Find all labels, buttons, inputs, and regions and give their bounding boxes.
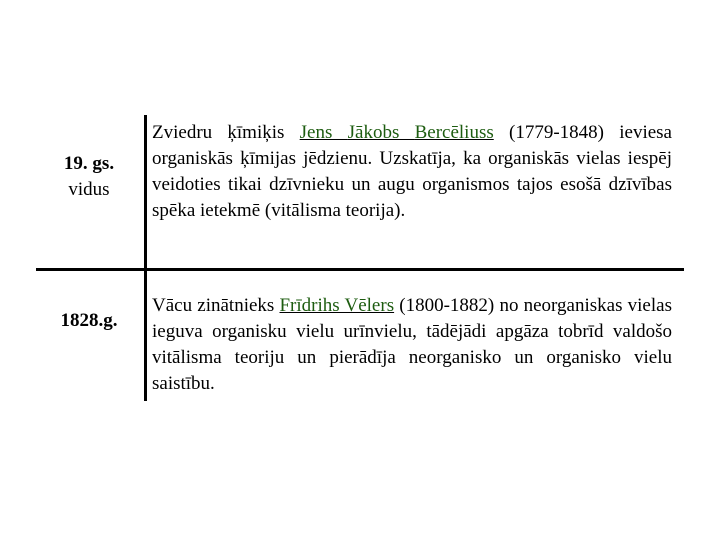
vertical-divider [144, 115, 147, 401]
row-1-name-part-3: Bercēliuss [414, 122, 494, 143]
horizontal-divider [36, 268, 684, 271]
row-2-text-after: (1800-1882) no neorganiskas vielas ieguva organisku vielu urīnvielu, tādējādi apgāza tobrīd valdošo vitālisma teoriju un pierādīja neorganisko un organisko vielu saistību. [152, 295, 672, 394]
row-1-text-after: (1779-1848) ieviesa organiskās ķīmijas jēdzienu. Uzskatīja, ka organiskās vielas iespēj veidoties tikai dzīvnieku un augu organismos tajos esošā dzīvības spēka ietekmē (vitālisma teorija). [152, 122, 672, 221]
row-2-text-before: Vācu zinātnieks [152, 295, 280, 316]
row-2-name-part-2: Vēlers [344, 295, 395, 316]
row-2-date [36, 308, 142, 334]
row-1-date [36, 151, 142, 203]
row-2-name-part-1: Frīdrihs [279, 295, 345, 316]
row-1-text-before: Zviedru ķīmiķis [152, 122, 300, 143]
row-1-name-part-1: Jens [299, 122, 348, 143]
row-1-date-line2: vidus [68, 179, 110, 200]
row-1-date-line1: 19. gs. [63, 153, 115, 174]
row-2-text [152, 293, 672, 397]
row-1-name-part-2: Jākobs [347, 122, 415, 143]
row-1-text [152, 120, 672, 224]
row-2-date-line1: 1828.g. [60, 310, 118, 331]
